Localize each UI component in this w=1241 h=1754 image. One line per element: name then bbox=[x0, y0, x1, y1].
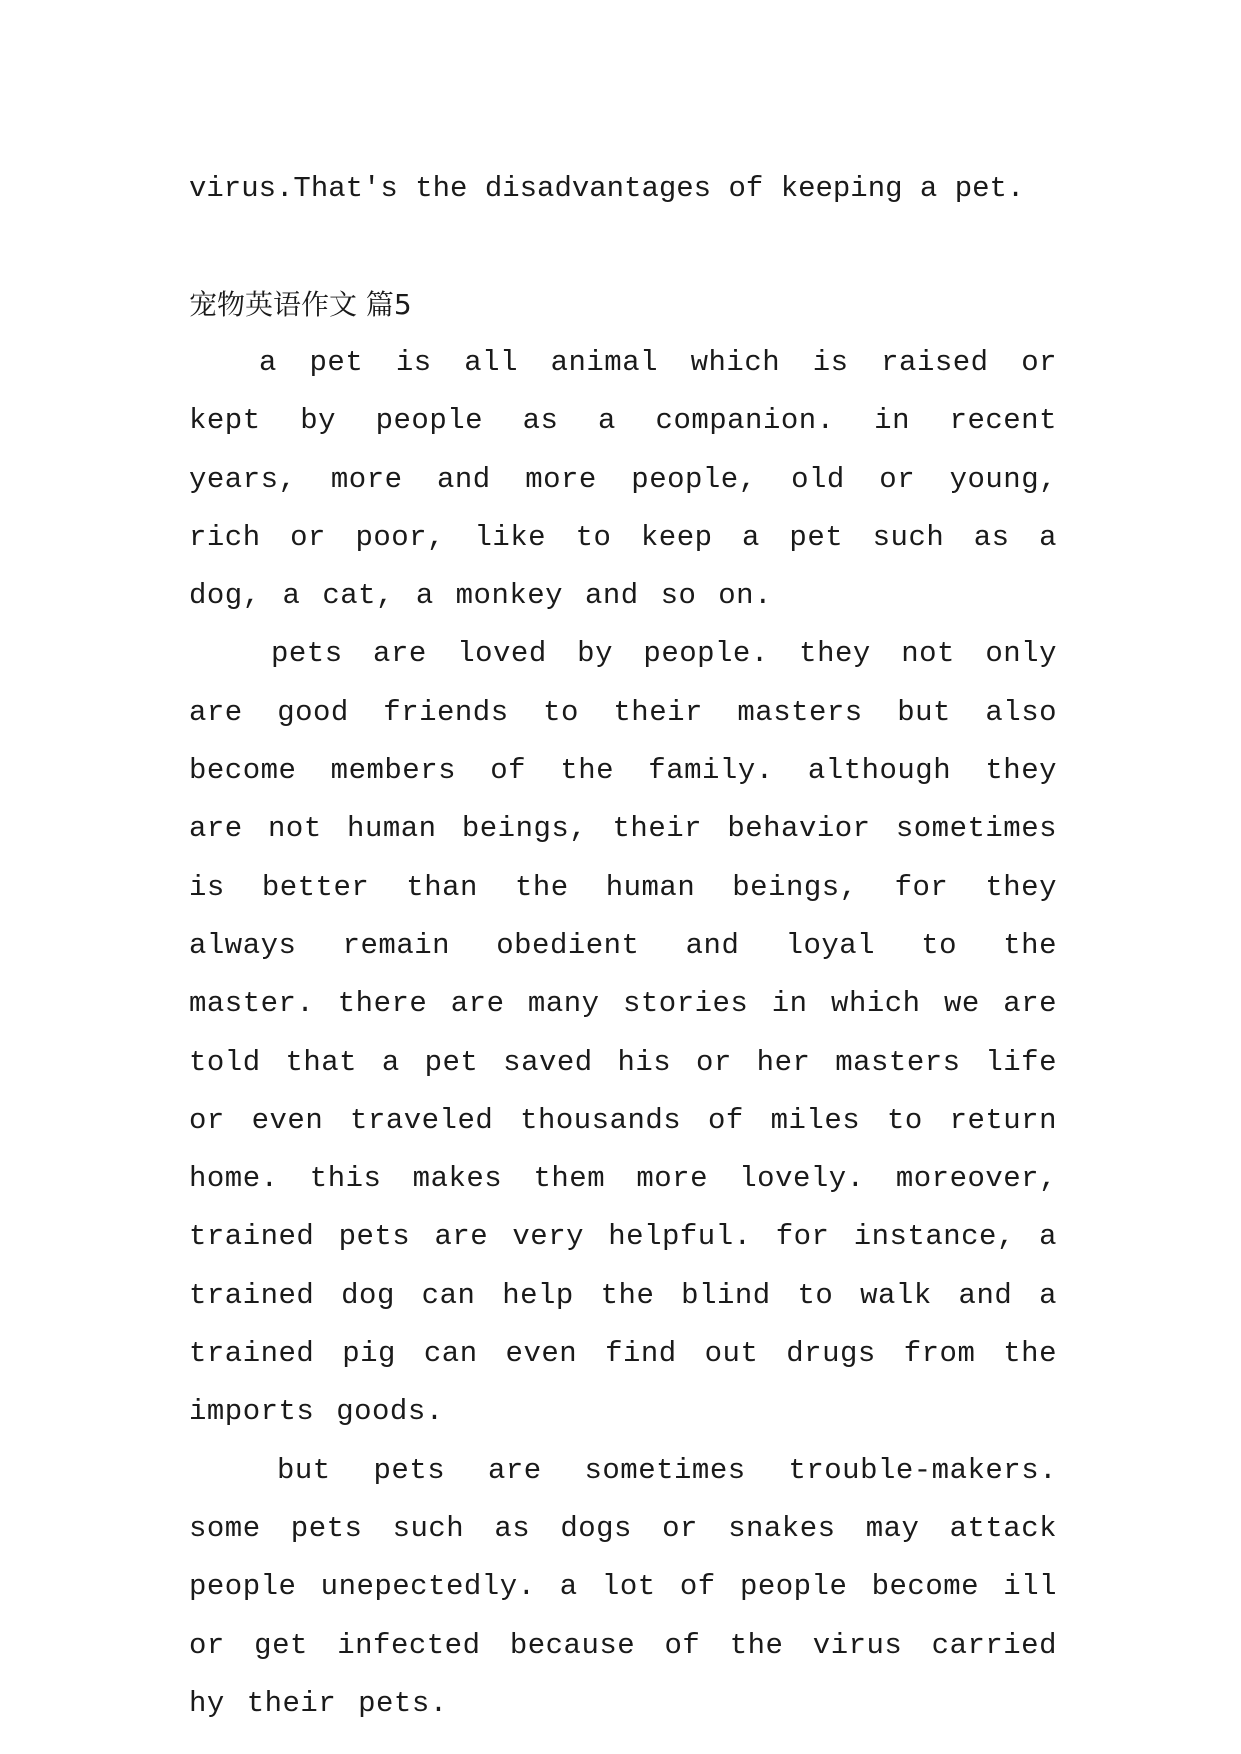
paragraph-1: a pet is all animal which is raised or kept by people as a companion. in recent years, more and more people, old or young, rich or poor, like to keep a pet such as a dog, a cat, a monkey and so on. bbox=[189, 346, 1057, 613]
continuation-line: virus.That's the disadvantages of keeping a pet. bbox=[189, 172, 1025, 205]
document-body bbox=[189, 160, 1057, 1733]
paragraph-2: pets are loved by people. they not only are good friends to their masters but also become members of the family. although they are not human beings, their behavior sometimes is better than the human beings, for they always remain obedient and loyal to the master. there are many stories in which we are told that a pet saved his or her masters life or even traveled thousands of miles to return home. this makes them more lovely. moreover, trained pets are very helpful. for instance, a trained dog can help the blind to walk and a trained pig can even find out drugs from the imports goods. bbox=[189, 637, 1057, 1429]
section-heading: 宠物英语作文 篇5 bbox=[189, 288, 412, 321]
paragraph-3: but pets are sometimes trouble-makers. some pets such as dogs or snakes may attack people unepectedly. a lot of people become ill or get infected because of the virus carried hy their pets. bbox=[189, 1453, 1057, 1720]
